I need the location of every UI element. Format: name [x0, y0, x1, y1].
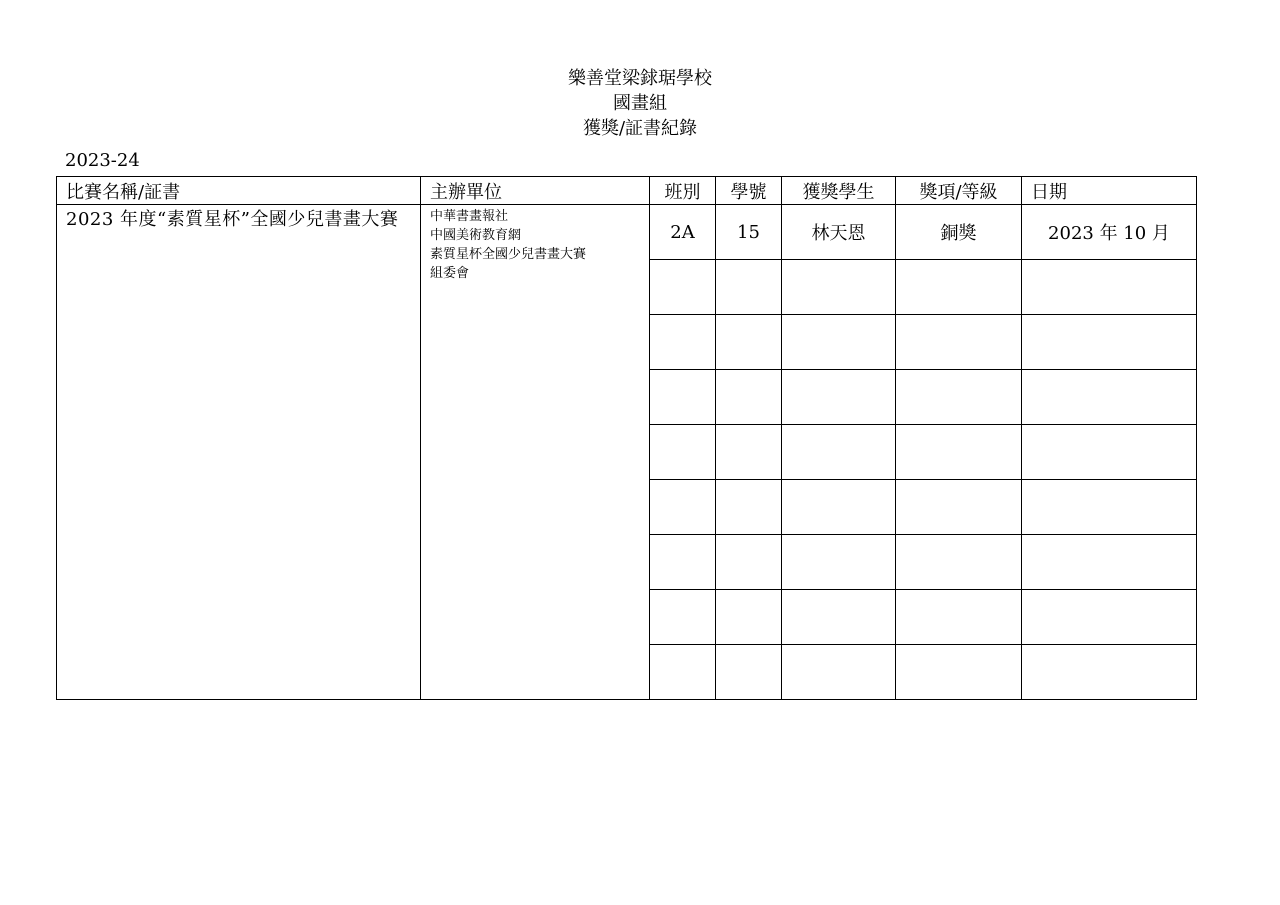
- date-cell: [1022, 370, 1197, 425]
- organizer-cell: [421, 205, 650, 700]
- competition-name-cell: [57, 205, 421, 700]
- document-header: [0, 66, 1280, 141]
- student-cell: 林天恩: [782, 205, 896, 260]
- student-cell: [782, 590, 896, 645]
- organizer-line: 中國美術教育網: [430, 228, 522, 243]
- student-no-cell: [716, 590, 782, 645]
- date-cell: [1022, 645, 1197, 700]
- student-cell: [782, 480, 896, 535]
- student-cell: [782, 645, 896, 700]
- award-cell: [896, 425, 1022, 480]
- student-cell: [782, 535, 896, 590]
- table-header-row: [57, 177, 1197, 205]
- class-cell: [650, 260, 716, 315]
- date-cell: [1022, 260, 1197, 315]
- student-no-cell: [716, 260, 782, 315]
- award-cell: [896, 315, 1022, 370]
- class-cell: [650, 480, 716, 535]
- header-date: 日期: [1022, 177, 1197, 205]
- student-cell: [782, 370, 896, 425]
- student-no-cell: 15: [716, 205, 782, 260]
- header-competition: 比賽名稱/証書: [57, 177, 421, 205]
- header-organizer: 主辦單位: [421, 177, 650, 205]
- class-cell: [650, 590, 716, 645]
- header-student-no: 學號: [716, 177, 782, 205]
- class-cell: 2A: [650, 205, 716, 260]
- student-cell: [782, 425, 896, 480]
- student-no-cell: [716, 480, 782, 535]
- date-cell: [1022, 425, 1197, 480]
- award-cell: [896, 370, 1022, 425]
- award-cell: [896, 535, 1022, 590]
- award-record-table: [56, 176, 1197, 700]
- class-cell: [650, 645, 716, 700]
- date-cell: [1022, 590, 1197, 645]
- organizer-line: 素質星杯全國少兒書畫大賽: [430, 247, 587, 262]
- date-cell: [1022, 535, 1197, 590]
- header-award: 獎項/等級: [896, 177, 1022, 205]
- record-title: 獲獎/証書紀錄: [582, 118, 698, 139]
- award-cell: [896, 260, 1022, 315]
- award-cell: 銅獎: [896, 205, 1022, 260]
- header-class: 班別: [650, 177, 716, 205]
- class-cell: [650, 315, 716, 370]
- date-cell: [1022, 480, 1197, 535]
- organizer-line: 組委會: [430, 266, 470, 281]
- student-cell: [782, 315, 896, 370]
- school-name: 樂善堂梁銶琚學校: [568, 68, 712, 89]
- date-cell: [1022, 315, 1197, 370]
- group-name: 國畫組: [613, 93, 667, 114]
- class-cell: [650, 535, 716, 590]
- student-no-cell: [716, 645, 782, 700]
- header-student: 獲獎學生: [782, 177, 896, 205]
- award-cell: [896, 645, 1022, 700]
- school-year: 2023-24: [65, 150, 140, 171]
- student-no-cell: [716, 535, 782, 590]
- award-cell: [896, 480, 1022, 535]
- student-no-cell: [716, 425, 782, 480]
- class-cell: [650, 425, 716, 480]
- competition-name: 2023 年度“素質星杯”全國少兒書畫大賽: [66, 209, 399, 230]
- student-no-cell: [716, 370, 782, 425]
- award-cell: [896, 590, 1022, 645]
- organizer-line: 中華書畫報社: [430, 209, 509, 224]
- class-cell: [650, 370, 716, 425]
- table-row: [57, 205, 1197, 260]
- student-no-cell: [716, 315, 782, 370]
- date-cell: 2023 年 10 月: [1022, 205, 1197, 260]
- student-cell: [782, 260, 896, 315]
